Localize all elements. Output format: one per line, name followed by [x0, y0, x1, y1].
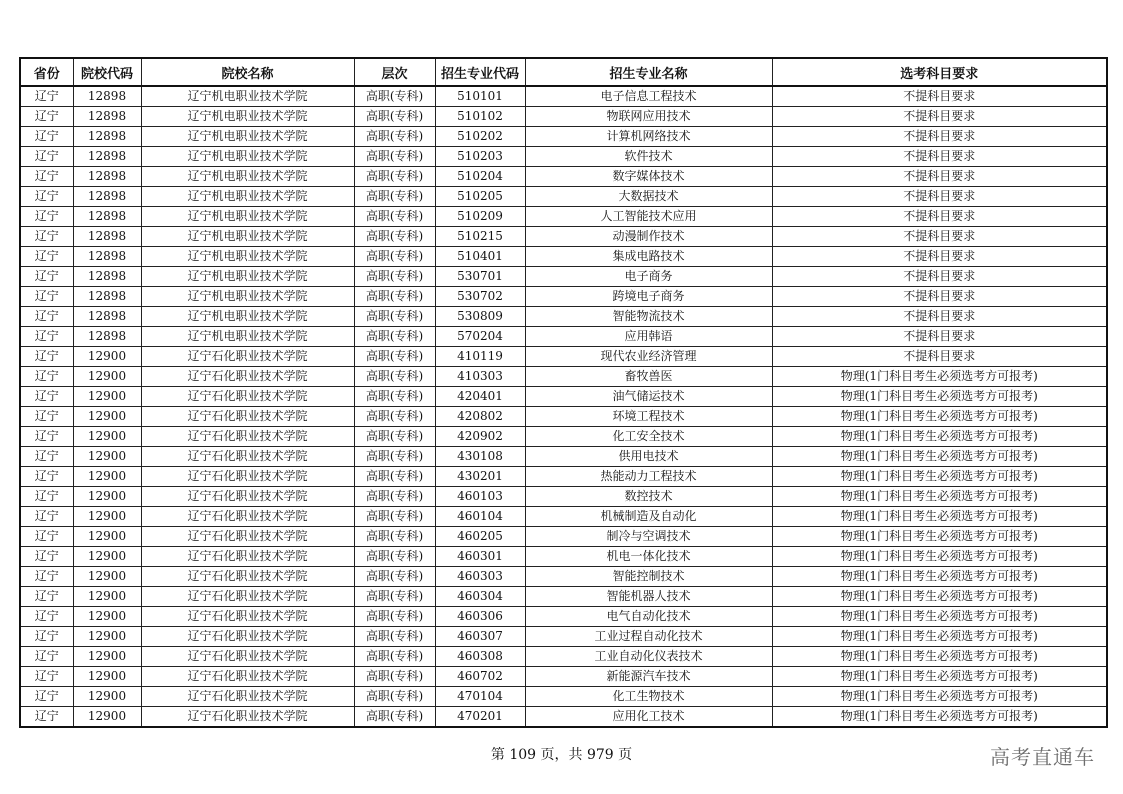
header-major-code: 招生专业代码 — [435, 58, 525, 86]
cell-province: 辽宁 — [20, 187, 73, 207]
cell-subject-requirement: 物理(1门科目考生必须选考方可报考) — [772, 427, 1107, 447]
cell-province: 辽宁 — [20, 287, 73, 307]
cell-school-name: 辽宁机电职业技术学院 — [141, 247, 354, 267]
cell-level: 高职(专科) — [354, 447, 435, 467]
cell-major-name: 数控技术 — [525, 487, 772, 507]
table-row — [20, 607, 1107, 627]
cell-major-code: 510203 — [435, 147, 525, 167]
cell-subject-requirement: 不提科目要求 — [772, 147, 1107, 167]
cell-school-code: 12898 — [73, 86, 141, 107]
cell-province: 辽宁 — [20, 147, 73, 167]
cell-school-code: 12898 — [73, 107, 141, 127]
cell-province: 辽宁 — [20, 367, 73, 387]
cell-school-name: 辽宁石化职业技术学院 — [141, 487, 354, 507]
cell-school-code: 12900 — [73, 387, 141, 407]
cell-major-code: 430108 — [435, 447, 525, 467]
table-row — [20, 427, 1107, 447]
cell-school-code: 12900 — [73, 347, 141, 367]
cell-province: 辽宁 — [20, 207, 73, 227]
cell-province: 辽宁 — [20, 327, 73, 347]
cell-level: 高职(专科) — [354, 167, 435, 187]
cell-major-name: 智能物流技术 — [525, 307, 772, 327]
cell-level: 高职(专科) — [354, 667, 435, 687]
cell-level: 高职(专科) — [354, 347, 435, 367]
cell-subject-requirement: 不提科目要求 — [772, 227, 1107, 247]
cell-province: 辽宁 — [20, 487, 73, 507]
cell-subject-requirement: 不提科目要求 — [772, 86, 1107, 107]
cell-major-code: 430201 — [435, 467, 525, 487]
cell-subject-requirement: 不提科目要求 — [772, 187, 1107, 207]
cell-school-name: 辽宁机电职业技术学院 — [141, 207, 354, 227]
table-row — [20, 527, 1107, 547]
cell-major-code: 420802 — [435, 407, 525, 427]
cell-major-name: 应用韩语 — [525, 327, 772, 347]
cell-level: 高职(专科) — [354, 487, 435, 507]
cell-major-name: 化工生物技术 — [525, 687, 772, 707]
cell-school-name: 辽宁机电职业技术学院 — [141, 167, 354, 187]
cell-subject-requirement: 物理(1门科目考生必须选考方可报考) — [772, 447, 1107, 467]
cell-level: 高职(专科) — [354, 467, 435, 487]
cell-major-code: 460306 — [435, 607, 525, 627]
cell-major-code: 460303 — [435, 567, 525, 587]
table-row — [20, 667, 1107, 687]
cell-subject-requirement: 物理(1门科目考生必须选考方可报考) — [772, 647, 1107, 667]
cell-major-name: 智能机器人技术 — [525, 587, 772, 607]
table-header-row — [20, 58, 1107, 86]
cell-major-name: 软件技术 — [525, 147, 772, 167]
cell-school-code: 12900 — [73, 447, 141, 467]
cell-school-code: 12898 — [73, 127, 141, 147]
cell-major-code: 510205 — [435, 187, 525, 207]
cell-major-name: 工业自动化仪表技术 — [525, 647, 772, 667]
cell-province: 辽宁 — [20, 427, 73, 447]
cell-province: 辽宁 — [20, 607, 73, 627]
cell-subject-requirement: 不提科目要求 — [772, 307, 1107, 327]
cell-province: 辽宁 — [20, 707, 73, 728]
cell-major-name: 畜牧兽医 — [525, 367, 772, 387]
cell-school-name: 辽宁石化职业技术学院 — [141, 547, 354, 567]
cell-major-code: 530702 — [435, 287, 525, 307]
cell-school-name: 辽宁石化职业技术学院 — [141, 647, 354, 667]
table-row — [20, 147, 1107, 167]
page-number: 第 109 页，共 979 页 — [490, 747, 633, 763]
table-row — [20, 707, 1107, 728]
cell-level: 高职(专科) — [354, 607, 435, 627]
cell-subject-requirement: 物理(1门科目考生必须选考方可报考) — [772, 567, 1107, 587]
table-row — [20, 447, 1107, 467]
cell-level: 高职(专科) — [354, 86, 435, 107]
cell-major-name: 热能动力工程技术 — [525, 467, 772, 487]
cell-school-code: 12900 — [73, 667, 141, 687]
cell-school-name: 辽宁石化职业技术学院 — [141, 707, 354, 728]
table-row — [20, 107, 1107, 127]
cell-major-name: 供用电技术 — [525, 447, 772, 467]
cell-subject-requirement: 物理(1门科目考生必须选考方可报考) — [772, 507, 1107, 527]
cell-major-name: 环境工程技术 — [525, 407, 772, 427]
cell-level: 高职(专科) — [354, 427, 435, 447]
cell-major-name: 新能源汽车技术 — [525, 667, 772, 687]
cell-subject-requirement: 物理(1门科目考生必须选考方可报考) — [772, 387, 1107, 407]
cell-school-name: 辽宁石化职业技术学院 — [141, 467, 354, 487]
table-row — [20, 127, 1107, 147]
cell-major-name: 电气自动化技术 — [525, 607, 772, 627]
cell-subject-requirement: 不提科目要求 — [772, 267, 1107, 287]
cell-school-name: 辽宁机电职业技术学院 — [141, 307, 354, 327]
cell-school-name: 辽宁石化职业技术学院 — [141, 567, 354, 587]
cell-province: 辽宁 — [20, 447, 73, 467]
cell-level: 高职(专科) — [354, 287, 435, 307]
cell-level: 高职(专科) — [354, 567, 435, 587]
table-row — [20, 327, 1107, 347]
cell-school-name: 辽宁石化职业技术学院 — [141, 407, 354, 427]
header-province: 省份 — [20, 58, 73, 86]
table-row — [20, 187, 1107, 207]
cell-subject-requirement: 不提科目要求 — [772, 167, 1107, 187]
cell-subject-requirement: 物理(1门科目考生必须选考方可报考) — [772, 547, 1107, 567]
cell-province: 辽宁 — [20, 347, 73, 367]
cell-major-name: 动漫制作技术 — [525, 227, 772, 247]
cell-subject-requirement: 物理(1门科目考生必须选考方可报考) — [772, 527, 1107, 547]
cell-major-name: 跨境电子商务 — [525, 287, 772, 307]
cell-school-name: 辽宁石化职业技术学院 — [141, 507, 354, 527]
cell-province: 辽宁 — [20, 86, 73, 107]
cell-subject-requirement: 物理(1门科目考生必须选考方可报考) — [772, 467, 1107, 487]
cell-school-name: 辽宁机电职业技术学院 — [141, 227, 354, 247]
table-row — [20, 247, 1107, 267]
cell-subject-requirement: 不提科目要求 — [772, 347, 1107, 367]
cell-school-name: 辽宁石化职业技术学院 — [141, 347, 354, 367]
cell-province: 辽宁 — [20, 107, 73, 127]
cell-major-name: 化工安全技术 — [525, 427, 772, 447]
cell-school-code: 12900 — [73, 467, 141, 487]
table-row — [20, 507, 1107, 527]
cell-major-code: 570204 — [435, 327, 525, 347]
table-row — [20, 167, 1107, 187]
cell-province: 辽宁 — [20, 387, 73, 407]
header-subject-requirement: 选考科目要求 — [772, 58, 1107, 86]
cell-school-code: 12900 — [73, 687, 141, 707]
cell-school-code: 12898 — [73, 307, 141, 327]
cell-school-name: 辽宁机电职业技术学院 — [141, 267, 354, 287]
header-school-name: 院校名称 — [141, 58, 354, 86]
cell-subject-requirement: 物理(1门科目考生必须选考方可报考) — [772, 667, 1107, 687]
cell-level: 高职(专科) — [354, 407, 435, 427]
cell-school-code: 12900 — [73, 607, 141, 627]
cell-school-code: 12900 — [73, 707, 141, 728]
cell-major-code: 460702 — [435, 667, 525, 687]
cell-subject-requirement: 不提科目要求 — [772, 327, 1107, 347]
cell-subject-requirement: 物理(1门科目考生必须选考方可报考) — [772, 627, 1107, 647]
cell-school-name: 辽宁石化职业技术学院 — [141, 427, 354, 447]
cell-major-code: 460104 — [435, 507, 525, 527]
cell-major-code: 470201 — [435, 707, 525, 728]
cell-school-code: 12898 — [73, 187, 141, 207]
cell-major-code: 410303 — [435, 367, 525, 387]
cell-school-name: 辽宁石化职业技术学院 — [141, 687, 354, 707]
cell-school-name: 辽宁石化职业技术学院 — [141, 627, 354, 647]
cell-province: 辽宁 — [20, 167, 73, 187]
cell-province: 辽宁 — [20, 227, 73, 247]
cell-school-name: 辽宁机电职业技术学院 — [141, 107, 354, 127]
cell-school-name: 辽宁机电职业技术学院 — [141, 287, 354, 307]
table-row — [20, 387, 1107, 407]
cell-major-code: 460205 — [435, 527, 525, 547]
table-row — [20, 647, 1107, 667]
header-level: 层次 — [354, 58, 435, 86]
cell-major-name: 电子信息工程技术 — [525, 86, 772, 107]
cell-major-code: 460307 — [435, 627, 525, 647]
cell-major-code: 460301 — [435, 547, 525, 567]
cell-major-name: 计算机网络技术 — [525, 127, 772, 147]
cell-subject-requirement: 物理(1门科目考生必须选考方可报考) — [772, 707, 1107, 728]
table-row — [20, 86, 1107, 107]
table-row — [20, 547, 1107, 567]
cell-major-name: 电子商务 — [525, 267, 772, 287]
cell-major-code: 510401 — [435, 247, 525, 267]
cell-major-code: 460308 — [435, 647, 525, 667]
cell-school-code: 12900 — [73, 407, 141, 427]
cell-level: 高职(专科) — [354, 387, 435, 407]
cell-subject-requirement: 不提科目要求 — [772, 127, 1107, 147]
cell-province: 辽宁 — [20, 587, 73, 607]
cell-province: 辽宁 — [20, 407, 73, 427]
table-row — [20, 367, 1107, 387]
cell-major-code: 510202 — [435, 127, 525, 147]
cell-level: 高职(专科) — [354, 327, 435, 347]
cell-major-code: 510101 — [435, 86, 525, 107]
cell-major-code: 410119 — [435, 347, 525, 367]
table-row — [20, 687, 1107, 707]
cell-province: 辽宁 — [20, 247, 73, 267]
cell-major-name: 机电一体化技术 — [525, 547, 772, 567]
cell-subject-requirement: 物理(1门科目考生必须选考方可报考) — [772, 487, 1107, 507]
cell-major-code: 420902 — [435, 427, 525, 447]
cell-province: 辽宁 — [20, 547, 73, 567]
cell-level: 高职(专科) — [354, 687, 435, 707]
cell-school-name: 辽宁石化职业技术学院 — [141, 387, 354, 407]
cell-school-code: 12898 — [73, 167, 141, 187]
cell-major-code: 420401 — [435, 387, 525, 407]
cell-major-name: 集成电路技术 — [525, 247, 772, 267]
cell-subject-requirement: 不提科目要求 — [772, 247, 1107, 267]
cell-school-name: 辽宁机电职业技术学院 — [141, 147, 354, 167]
table-row — [20, 267, 1107, 287]
cell-school-code: 12900 — [73, 527, 141, 547]
table-row — [20, 227, 1107, 247]
table-row — [20, 627, 1107, 647]
cell-major-name: 大数据技术 — [525, 187, 772, 207]
cell-school-code: 12898 — [73, 287, 141, 307]
table-row — [20, 287, 1107, 307]
cell-major-name: 数字媒体技术 — [525, 167, 772, 187]
admission-table — [19, 57, 1108, 728]
cell-major-name: 物联网应用技术 — [525, 107, 772, 127]
cell-school-code: 12898 — [73, 247, 141, 267]
cell-major-code: 530701 — [435, 267, 525, 287]
cell-subject-requirement: 不提科目要求 — [772, 207, 1107, 227]
cell-school-code: 12900 — [73, 627, 141, 647]
cell-school-name: 辽宁石化职业技术学院 — [141, 607, 354, 627]
table-row — [20, 307, 1107, 327]
cell-subject-requirement: 物理(1门科目考生必须选考方可报考) — [772, 607, 1107, 627]
cell-major-name: 制冷与空调技术 — [525, 527, 772, 547]
cell-school-code: 12900 — [73, 427, 141, 447]
cell-subject-requirement: 物理(1门科目考生必须选考方可报考) — [772, 587, 1107, 607]
header-school-code: 院校代码 — [73, 58, 141, 86]
cell-major-code: 510204 — [435, 167, 525, 187]
watermark: 高考直通车 — [990, 745, 1095, 769]
cell-level: 高职(专科) — [354, 267, 435, 287]
table-row — [20, 487, 1107, 507]
cell-level: 高职(专科) — [354, 207, 435, 227]
cell-school-code: 12900 — [73, 507, 141, 527]
cell-school-name: 辽宁石化职业技术学院 — [141, 587, 354, 607]
cell-school-code: 12900 — [73, 647, 141, 667]
cell-level: 高职(专科) — [354, 247, 435, 267]
cell-province: 辽宁 — [20, 667, 73, 687]
cell-level: 高职(专科) — [354, 507, 435, 527]
cell-level: 高职(专科) — [354, 127, 435, 147]
cell-province: 辽宁 — [20, 127, 73, 147]
cell-level: 高职(专科) — [354, 147, 435, 167]
cell-major-name: 应用化工技术 — [525, 707, 772, 728]
cell-school-code: 12900 — [73, 587, 141, 607]
cell-school-code: 12898 — [73, 227, 141, 247]
cell-major-code: 510209 — [435, 207, 525, 227]
cell-major-code: 470104 — [435, 687, 525, 707]
cell-major-code: 460304 — [435, 587, 525, 607]
table-row — [20, 207, 1107, 227]
cell-province: 辽宁 — [20, 527, 73, 547]
cell-province: 辽宁 — [20, 307, 73, 327]
cell-school-name: 辽宁机电职业技术学院 — [141, 86, 354, 107]
cell-school-name: 辽宁机电职业技术学院 — [141, 187, 354, 207]
cell-province: 辽宁 — [20, 467, 73, 487]
header-major-name: 招生专业名称 — [525, 58, 772, 86]
cell-subject-requirement: 不提科目要求 — [772, 107, 1107, 127]
cell-level: 高职(专科) — [354, 527, 435, 547]
cell-major-code: 530809 — [435, 307, 525, 327]
cell-major-name: 智能控制技术 — [525, 567, 772, 587]
cell-level: 高职(专科) — [354, 627, 435, 647]
cell-level: 高职(专科) — [354, 547, 435, 567]
cell-major-name: 现代农业经济管理 — [525, 347, 772, 367]
cell-school-name: 辽宁石化职业技术学院 — [141, 447, 354, 467]
table-row — [20, 347, 1107, 367]
cell-school-code: 12898 — [73, 267, 141, 287]
cell-school-name: 辽宁机电职业技术学院 — [141, 127, 354, 147]
cell-level: 高职(专科) — [354, 187, 435, 207]
cell-level: 高职(专科) — [354, 367, 435, 387]
cell-subject-requirement: 物理(1门科目考生必须选考方可报考) — [772, 407, 1107, 427]
cell-subject-requirement: 物理(1门科目考生必须选考方可报考) — [772, 367, 1107, 387]
cell-subject-requirement: 不提科目要求 — [772, 287, 1107, 307]
cell-level: 高职(专科) — [354, 107, 435, 127]
cell-level: 高职(专科) — [354, 227, 435, 247]
cell-major-name: 机械制造及自动化 — [525, 507, 772, 527]
cell-school-code: 12900 — [73, 547, 141, 567]
cell-major-code: 460103 — [435, 487, 525, 507]
cell-level: 高职(专科) — [354, 707, 435, 728]
cell-major-name: 工业过程自动化技术 — [525, 627, 772, 647]
cell-school-name: 辽宁机电职业技术学院 — [141, 327, 354, 347]
table-row — [20, 587, 1107, 607]
cell-province: 辽宁 — [20, 627, 73, 647]
cell-school-name: 辽宁石化职业技术学院 — [141, 367, 354, 387]
cell-school-code: 12900 — [73, 567, 141, 587]
cell-subject-requirement: 物理(1门科目考生必须选考方可报考) — [772, 687, 1107, 707]
cell-level: 高职(专科) — [354, 587, 435, 607]
cell-school-code: 12900 — [73, 487, 141, 507]
table-row — [20, 407, 1107, 427]
cell-level: 高职(专科) — [354, 647, 435, 667]
cell-province: 辽宁 — [20, 647, 73, 667]
cell-major-name: 油气储运技术 — [525, 387, 772, 407]
cell-province: 辽宁 — [20, 507, 73, 527]
cell-province: 辽宁 — [20, 567, 73, 587]
table-row — [20, 467, 1107, 487]
cell-school-code: 12898 — [73, 207, 141, 227]
cell-major-code: 510102 — [435, 107, 525, 127]
cell-school-name: 辽宁石化职业技术学院 — [141, 527, 354, 547]
cell-major-code: 510215 — [435, 227, 525, 247]
cell-major-name: 人工智能技术应用 — [525, 207, 772, 227]
cell-school-name: 辽宁石化职业技术学院 — [141, 667, 354, 687]
table-body — [20, 86, 1107, 727]
cell-level: 高职(专科) — [354, 307, 435, 327]
cell-school-code: 12900 — [73, 367, 141, 387]
cell-province: 辽宁 — [20, 267, 73, 287]
table-row — [20, 567, 1107, 587]
cell-province: 辽宁 — [20, 687, 73, 707]
cell-school-code: 12898 — [73, 147, 141, 167]
cell-school-code: 12898 — [73, 327, 141, 347]
